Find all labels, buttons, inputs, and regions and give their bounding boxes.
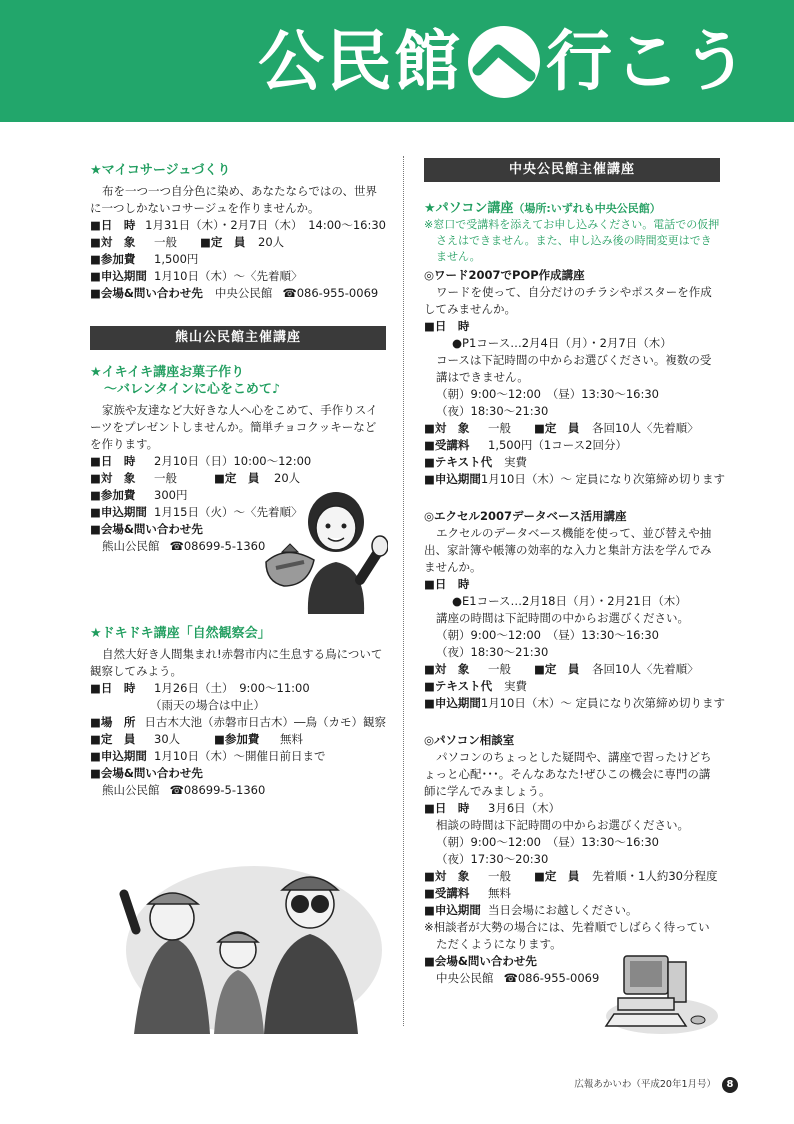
right-column (424, 158, 725, 987)
section-header-kumayama: 熊山公民館主催講座 (90, 326, 386, 350)
course-title: ★マイコサージュづくり (90, 163, 231, 178)
time-slots-night: （夜）18:30〜21:30 (436, 645, 549, 659)
date-row: ■日 時 1月31日（木）・2月7日（木） 14:00〜16:30 (90, 218, 386, 232)
fee-row: ■受講料 無料 (424, 886, 511, 900)
phone-number: ☎086-955-0069 (282, 286, 379, 300)
course-note: 講座の時間は下記時間の中からお選びください。 (436, 611, 689, 625)
cap-row: ■定 員 30人 ■参加費 無料 (90, 732, 303, 746)
apply-row: ■申込期間 1月10日（木）〜 定員になり次第締め切ります (424, 696, 725, 710)
venue-label: ■会場&問い合わせ先 (90, 766, 203, 780)
page-footer (574, 1076, 738, 1093)
venue-row: 熊山公民館 ☎08699-5-1360 (102, 539, 266, 553)
venue-row: 中央公民館 ☎086-955-0069 (436, 971, 600, 985)
header-banner (0, 0, 794, 122)
date-label: ■日 時 (424, 577, 470, 591)
girl-with-gift-illustration (256, 482, 388, 620)
apply-row: ■申込期間 1月10日（木）〜開催日前日まで (90, 749, 326, 763)
left-column (90, 158, 386, 799)
fee-row: ■参加費 300円 (90, 488, 188, 502)
course-title: ★イキイキ講座お菓子作り (90, 365, 245, 380)
fee-row: ■参加費 1,500円 (90, 252, 199, 266)
time-slots: （朝）9:00〜12:00 （昼）13:30〜16:30 (436, 628, 659, 642)
fee-row: ■受講料 1,500円（1コース2回分） (424, 438, 627, 452)
title-right: 行こう (546, 23, 750, 100)
apply-row: ■申込期間 当日会場にお越しください。 (424, 903, 638, 917)
target-row: ■対 象 一般 ■定 員 各回10人〈先着順〉 (424, 421, 699, 435)
phone-number: ☎08699-5-1360 (169, 783, 266, 797)
venue-label: ■会場&問い合わせ先 (90, 522, 203, 536)
course-subtitle: 〜バレンタインに心をこめて♪ (104, 382, 281, 397)
pc-course-note: ※窓口で受講料を添えてお申し込みください。電話での仮押さえはできません。また、申し込み後の時間変更はできません。 (424, 218, 720, 263)
pc-course-title: ★パソコン講座（場所:いずれも中央公民館） (424, 201, 661, 216)
excel-course (424, 508, 725, 712)
time-slots-night: （夜）18:30〜21:30 (436, 404, 549, 418)
date-note: （雨天の場合は中止） (150, 698, 265, 712)
course-description: ワードを使って、自分だけのチラシやポスターを作成してみませんか。 (424, 285, 712, 316)
venue-row: ■会場&問い合わせ先 中央公民館 ☎086-955-0069 (90, 286, 379, 300)
text-fee-row: ■テキスト代 実費 (424, 455, 527, 469)
course-schedule: ●E1コース…2月18日（月）・2月21日（木） (452, 594, 687, 608)
time-slots-night: （夜）17:30〜20:30 (436, 852, 549, 866)
venue-row: 熊山公民館 ☎08699-5-1360 (102, 783, 266, 797)
apply-row: ■申込期間 1月15日（火）〜〈先着順〉 (90, 505, 303, 519)
title-left: 公民館 (258, 23, 462, 100)
phone-number: ☎086-955-0069 (503, 971, 600, 985)
birdwatching-kids-illustration (114, 838, 386, 1034)
apply-row: ■申込期間 1月10日（木）〜 定員になり次第締め切ります (424, 472, 725, 486)
course-description: パソコンのちょっとした疑問や、講座で習ったけどちょっと心配･･･。そんなあなた!ぜひこの機会に専門の講師に学んでみましょう。 (424, 750, 712, 798)
publication-name: 広報あかいわ（平成20年1月号） (574, 1079, 716, 1090)
course-description: 家族や友達など大好きな人へ心をこめて、手作りスイーツをプレゼントしませんか。簡単チョコクッキーなどを作ります。 (90, 403, 378, 451)
computer-illustration (600, 950, 718, 1034)
page-number: 8 (722, 1077, 738, 1093)
course-description: 布を一つ一つ自分色に染め、あなたならではの、世界に一つしかないコサージュを作りませんか。 (90, 184, 377, 215)
text-fee-row: ■テキスト代 実費 (424, 679, 527, 693)
date-row: ■日 時 3月6日（木） (424, 801, 561, 815)
course-description: エクセルのデータベース機能を使って、並び替えや抽出、家計簿や帳簿の効率的な入力と集計方法を学んでみませんか。 (424, 526, 712, 574)
venue-label: ■会場&問い合わせ先 (424, 954, 537, 968)
course-title: ◎エクセル2007データベース活用講座 (424, 509, 627, 523)
column-divider (403, 156, 404, 1026)
section-header-chuo: 中央公民館主催講座 (424, 158, 720, 182)
consult-course (424, 732, 720, 987)
consult-note: ※相談者が大勢の場合には、先着順でしばらく待っていただくようになります。 (424, 920, 710, 951)
target-row: ■対 象 一般 ■定 員 先着順・1人約30分程度 (424, 869, 718, 883)
course-title: ★ドキドキ講座「自然観察会」 (90, 626, 271, 641)
date-row: ■日 時 2月10日（日）10:00〜12:00 (90, 454, 312, 468)
time-slots: （朝）9:00〜12:00 （昼）13:30〜16:30 (436, 387, 659, 401)
apply-row: ■申込期間 1月10日（木）〜〈先着順〉 (90, 269, 303, 283)
course-note: コースは下記時間の中からお選びください。複数の受講はできません。 (436, 353, 712, 384)
he-circle-icon (468, 26, 540, 98)
corsage-course (90, 162, 386, 302)
date-row: ■日 時 1月26日（土） 9:00〜11:00 (90, 681, 310, 695)
course-title: ◎ワード2007でPOP作成講座 (424, 268, 585, 282)
course-schedule: ●P1コース…2月4日（月）・2月7日（木） (452, 336, 672, 350)
course-title: ◎パソコン相談室 (424, 733, 515, 747)
target-row: ■対 象 一般 ■定 員 各回10人〈先着順〉 (424, 662, 699, 676)
nature-course (90, 625, 386, 799)
word-course (424, 267, 725, 488)
page-title (258, 22, 750, 102)
target-row: ■対 象 一般 ■定 員 20人 (90, 471, 301, 485)
time-slots: （朝）9:00〜12:00 （昼）13:30〜16:30 (436, 835, 659, 849)
target-row: ■対 象 一般 ■定 員 20人 (90, 235, 285, 249)
course-description: 自然大好き人間集まれ!赤磐市内に生息する鳥について観察してみよう。 (90, 647, 383, 678)
place-row: ■場 所 日古木大池（赤磐市日古木）―鳥（カモ）観察 (90, 715, 386, 729)
date-note: 相談の時間は下記時間の中からお選びください。 (436, 818, 689, 832)
date-label: ■日 時 (424, 319, 470, 333)
phone-number: ☎08699-5-1360 (169, 539, 266, 553)
